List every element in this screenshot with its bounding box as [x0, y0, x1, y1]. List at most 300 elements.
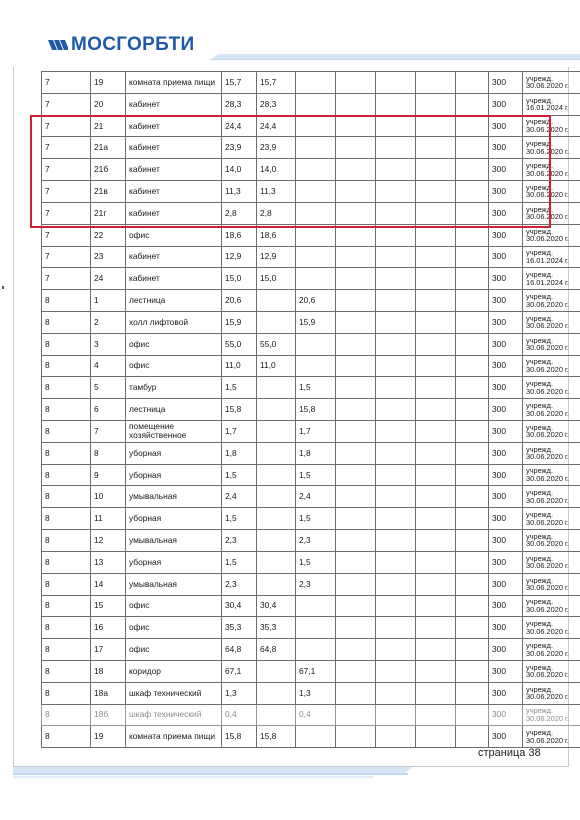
cell-note: учрежд. 30.06.2020 г.: [523, 595, 580, 617]
cell-floor: 8: [42, 355, 91, 377]
cell-area-main: [257, 377, 296, 399]
cell-floor: 8: [42, 726, 91, 748]
cell-area-main: [257, 311, 296, 333]
cell-empty: [416, 551, 456, 573]
cell-area-aux: 1,5: [296, 508, 336, 530]
cell-empty: [336, 377, 376, 399]
cell-floor: 8: [42, 311, 91, 333]
cell-empty: [336, 660, 376, 682]
cell-note: учрежд. 30.06.2020 г.: [523, 639, 580, 661]
cell-empty: [456, 551, 489, 573]
cell-empty: [376, 726, 416, 748]
cell-area-total: 1,8: [222, 442, 257, 464]
cell-tariff: 300: [489, 442, 523, 464]
cell-tariff: 300: [489, 333, 523, 355]
cell-empty: [456, 202, 489, 224]
cell-room-number: 23: [91, 246, 126, 268]
cell-empty: [376, 639, 416, 661]
cell-floor: 7: [42, 72, 91, 94]
cell-area-total: 1,5: [222, 551, 257, 573]
cell-note: учрежд. 30.06.2020 г.: [523, 399, 580, 421]
cell-tariff: 300: [489, 704, 523, 726]
cell-floor: 8: [42, 333, 91, 355]
cell-empty: [456, 704, 489, 726]
cell-room-name: уборная: [126, 551, 222, 573]
cell-floor: 8: [42, 508, 91, 530]
cell-empty: [376, 246, 416, 268]
cell-area-aux: [296, 333, 336, 355]
cell-empty: [336, 682, 376, 704]
cell-room-number: 7: [91, 421, 126, 443]
cell-empty: [376, 595, 416, 617]
cell-empty: [336, 508, 376, 530]
cell-empty: [416, 421, 456, 443]
cell-area-total: 1,7: [222, 421, 257, 443]
cell-room-name: лестница: [126, 290, 222, 312]
cell-empty: [336, 399, 376, 421]
cell-area-main: 15,7: [257, 72, 296, 94]
cell-room-name: шкаф технический: [126, 682, 222, 704]
cell-room-number: 8: [91, 442, 126, 464]
table-row: [42, 311, 580, 333]
cell-area-aux: [296, 202, 336, 224]
table-row: [42, 181, 580, 203]
cell-empty: [416, 573, 456, 595]
cell-room-number: 18: [91, 660, 126, 682]
cell-room-number: 5: [91, 377, 126, 399]
cell-empty: [416, 290, 456, 312]
cell-area-main: 12,9: [257, 246, 296, 268]
cell-empty: [336, 290, 376, 312]
cell-area-total: 11,0: [222, 355, 257, 377]
cell-empty: [416, 639, 456, 661]
cell-tariff: 300: [489, 268, 523, 290]
cell-area-total: 14,0: [222, 159, 257, 181]
cell-area-total: 15,8: [222, 399, 257, 421]
cell-tariff: 300: [489, 551, 523, 573]
cell-note: учрежд. 30.06.2020 г.: [523, 311, 580, 333]
cell-area-main: 15,8: [257, 726, 296, 748]
cell-empty: [376, 137, 416, 159]
cell-empty: [456, 137, 489, 159]
cell-area-aux: [296, 595, 336, 617]
cell-empty: [416, 464, 456, 486]
cell-empty: [416, 268, 456, 290]
cell-note: учрежд. 30.06.2020 г.: [523, 442, 580, 464]
cell-empty: [416, 442, 456, 464]
cell-area-total: 2,3: [222, 530, 257, 552]
cell-empty: [376, 530, 416, 552]
cell-area-aux: [296, 617, 336, 639]
cell-area-aux: [296, 639, 336, 661]
cell-tariff: 300: [489, 181, 523, 203]
cell-tariff: 300: [489, 355, 523, 377]
cell-tariff: 300: [489, 202, 523, 224]
cell-tariff: 300: [489, 660, 523, 682]
cell-tariff: 300: [489, 573, 523, 595]
cell-area-main: [257, 464, 296, 486]
cell-area-aux: 20,6: [296, 290, 336, 312]
cell-area-main: 15,0: [257, 268, 296, 290]
cell-area-aux: [296, 355, 336, 377]
cell-tariff: 300: [489, 726, 523, 748]
cell-note: учрежд. 30.06.2020 г.: [523, 464, 580, 486]
cell-note: учрежд. 30.06.2020 г.: [523, 115, 580, 137]
cell-area-aux: 2,3: [296, 530, 336, 552]
cell-tariff: 300: [489, 311, 523, 333]
cell-area-main: [257, 682, 296, 704]
cell-empty: [456, 181, 489, 203]
table-row: [42, 660, 580, 682]
cell-empty: [416, 115, 456, 137]
cell-empty: [416, 530, 456, 552]
cell-room-name: кабинет: [126, 202, 222, 224]
cell-area-aux: [296, 268, 336, 290]
cell-area-total: 15,8: [222, 726, 257, 748]
cell-empty: [456, 224, 489, 246]
cell-note: учрежд. 30.06.2020 г.: [523, 682, 580, 704]
logo-stripes-icon: [48, 36, 68, 54]
cell-empty: [336, 137, 376, 159]
cell-empty: [416, 660, 456, 682]
cell-tariff: 300: [489, 639, 523, 661]
mosgorbti-logo: [48, 34, 194, 56]
cell-floor: 8: [42, 442, 91, 464]
header-decor-band: [210, 54, 580, 60]
cell-room-name: уборная: [126, 508, 222, 530]
cell-area-total: 1,5: [222, 377, 257, 399]
cell-empty: [376, 573, 416, 595]
cell-room-name: кабинет: [126, 115, 222, 137]
cell-empty: [456, 399, 489, 421]
cell-empty: [376, 682, 416, 704]
cell-area-total: 2,4: [222, 486, 257, 508]
cell-area-aux: [296, 159, 336, 181]
cell-room-number: 18б: [91, 704, 126, 726]
cell-room-name: офис: [126, 224, 222, 246]
cell-floor: 8: [42, 660, 91, 682]
cell-area-total: 55,0: [222, 333, 257, 355]
cell-empty: [456, 660, 489, 682]
table-row: [42, 72, 580, 94]
cell-empty: [416, 726, 456, 748]
cell-area-total: 20,6: [222, 290, 257, 312]
table-row: [42, 159, 580, 181]
cell-empty: [456, 421, 489, 443]
cell-empty: [456, 464, 489, 486]
cell-empty: [376, 355, 416, 377]
cell-tariff: 300: [489, 421, 523, 443]
cell-empty: [336, 486, 376, 508]
cell-empty: [416, 355, 456, 377]
table-row: [42, 726, 580, 748]
cell-note: учрежд. 30.06.2020 г.: [523, 137, 580, 159]
cell-empty: [376, 290, 416, 312]
cell-area-total: 2,3: [222, 573, 257, 595]
table-row: [42, 704, 580, 726]
cell-room-name: помещение хозяйственное: [126, 421, 222, 443]
cell-tariff: 300: [489, 137, 523, 159]
cell-note: учрежд. 30.06.2020 г.: [523, 551, 580, 573]
cell-room-number: 10: [91, 486, 126, 508]
table-row: [42, 464, 580, 486]
table-row: [42, 486, 580, 508]
premises-table: [41, 71, 580, 748]
cell-area-total: 15,7: [222, 72, 257, 94]
table-row: [42, 573, 580, 595]
cell-room-number: 19: [91, 72, 126, 94]
cell-empty: [416, 311, 456, 333]
cell-area-total: 18,6: [222, 224, 257, 246]
cell-floor: 8: [42, 530, 91, 552]
cell-area-main: [257, 573, 296, 595]
cell-empty: [336, 115, 376, 137]
cell-room-number: 1: [91, 290, 126, 312]
cell-empty: [416, 181, 456, 203]
cell-area-aux: [296, 115, 336, 137]
table-row: [42, 137, 580, 159]
table-row: [42, 421, 580, 443]
cell-empty: [456, 682, 489, 704]
cell-empty: [376, 551, 416, 573]
cell-tariff: 300: [489, 486, 523, 508]
cell-area-main: 14,0: [257, 159, 296, 181]
cell-room-name: офис: [126, 355, 222, 377]
cell-room-number: 12: [91, 530, 126, 552]
table-row: [42, 399, 580, 421]
cell-empty: [336, 333, 376, 355]
cell-room-name: кабинет: [126, 159, 222, 181]
cell-room-name: офис: [126, 639, 222, 661]
cell-room-number: 11: [91, 508, 126, 530]
table-row: [42, 551, 580, 573]
cell-area-main: 30,4: [257, 595, 296, 617]
table-row: [42, 93, 580, 115]
cell-area-total: 11,3: [222, 181, 257, 203]
cell-note: учрежд. 30.06.2020 г.: [523, 72, 580, 94]
table-row: [42, 224, 580, 246]
cell-room-number: 22: [91, 224, 126, 246]
cell-empty: [376, 159, 416, 181]
cell-floor: 8: [42, 617, 91, 639]
cell-area-total: 67,1: [222, 660, 257, 682]
cell-room-name: комната приема пищи: [126, 726, 222, 748]
cell-tariff: 300: [489, 246, 523, 268]
cell-floor: 7: [42, 202, 91, 224]
cell-floor: 8: [42, 421, 91, 443]
cell-room-name: уборная: [126, 442, 222, 464]
cell-area-main: 28,3: [257, 93, 296, 115]
table-row: [42, 377, 580, 399]
cell-room-name: умывальная: [126, 573, 222, 595]
cell-empty: [416, 704, 456, 726]
cell-area-main: [257, 660, 296, 682]
cell-area-main: 23,9: [257, 137, 296, 159]
cell-empty: [336, 93, 376, 115]
cell-empty: [376, 93, 416, 115]
cell-empty: [456, 268, 489, 290]
cell-note: учрежд. 30.06.2020 г.: [523, 377, 580, 399]
margin-mark: [2, 286, 4, 289]
cell-floor: 7: [42, 93, 91, 115]
cell-empty: [416, 72, 456, 94]
cell-empty: [456, 115, 489, 137]
cell-area-total: 35,3: [222, 617, 257, 639]
cell-empty: [416, 333, 456, 355]
cell-floor: 8: [42, 290, 91, 312]
cell-room-number: 21: [91, 115, 126, 137]
cell-area-total: 1,5: [222, 464, 257, 486]
cell-floor: 7: [42, 115, 91, 137]
cell-area-aux: 2,3: [296, 573, 336, 595]
cell-empty: [336, 595, 376, 617]
table-row: [42, 682, 580, 704]
cell-empty: [336, 421, 376, 443]
cell-empty: [336, 224, 376, 246]
cell-note: учрежд. 30.06.2020 г.: [523, 224, 580, 246]
cell-area-aux: [296, 224, 336, 246]
cell-room-name: кабинет: [126, 137, 222, 159]
cell-empty: [376, 115, 416, 137]
logo-text: МОСГОРБТИ: [71, 34, 195, 55]
cell-empty: [416, 617, 456, 639]
cell-area-total: 64,8: [222, 639, 257, 661]
cell-floor: 8: [42, 486, 91, 508]
cell-note: учрежд. 30.06.2020 г.: [523, 617, 580, 639]
cell-empty: [336, 159, 376, 181]
cell-floor: 8: [42, 551, 91, 573]
cell-room-name: кабинет: [126, 181, 222, 203]
cell-area-aux: [296, 246, 336, 268]
cell-room-name: офис: [126, 617, 222, 639]
cell-empty: [336, 72, 376, 94]
cell-area-main: 2,8: [257, 202, 296, 224]
cell-area-main: [257, 421, 296, 443]
cell-area-total: 0,4: [222, 704, 257, 726]
cell-note: учрежд. 30.06.2020 г.: [523, 159, 580, 181]
table-row: [42, 115, 580, 137]
table-row: [42, 639, 580, 661]
cell-empty: [456, 333, 489, 355]
cell-empty: [456, 486, 489, 508]
cell-note: учрежд. 30.06.2020 г.: [523, 181, 580, 203]
cell-room-number: 17: [91, 639, 126, 661]
cell-room-number: 21г: [91, 202, 126, 224]
footer-decor-band: [13, 765, 413, 779]
cell-area-total: 28,3: [222, 93, 257, 115]
cell-room-number: 2: [91, 311, 126, 333]
cell-empty: [416, 202, 456, 224]
cell-empty: [376, 508, 416, 530]
cell-area-main: 11,0: [257, 355, 296, 377]
cell-area-main: 64,8: [257, 639, 296, 661]
cell-room-name: кабинет: [126, 268, 222, 290]
table-row: [42, 355, 580, 377]
cell-tariff: 300: [489, 595, 523, 617]
cell-empty: [376, 333, 416, 355]
cell-room-number: 24: [91, 268, 126, 290]
table-row: [42, 442, 580, 464]
cell-note: учрежд. 30.06.2020 г.: [523, 704, 580, 726]
table-row: [42, 202, 580, 224]
cell-room-name: офис: [126, 595, 222, 617]
cell-floor: 7: [42, 246, 91, 268]
cell-note: учрежд. 30.06.2020 г.: [523, 421, 580, 443]
cell-tariff: 300: [489, 377, 523, 399]
cell-tariff: 300: [489, 682, 523, 704]
cell-empty: [336, 246, 376, 268]
cell-note: учрежд. 30.06.2020 г.: [523, 726, 580, 748]
cell-area-total: 12,9: [222, 246, 257, 268]
cell-empty: [376, 399, 416, 421]
cell-empty: [456, 72, 489, 94]
cell-area-main: [257, 442, 296, 464]
cell-room-name: лестница: [126, 399, 222, 421]
table-body: [42, 72, 580, 748]
table-row: [42, 290, 580, 312]
cell-room-name: комната приема пищи: [126, 72, 222, 94]
cell-note: учрежд. 30.06.2020 г.: [523, 508, 580, 530]
cell-empty: [376, 464, 416, 486]
cell-room-name: шкаф технический: [126, 704, 222, 726]
table-row: [42, 595, 580, 617]
cell-tariff: 300: [489, 508, 523, 530]
cell-empty: [376, 311, 416, 333]
cell-empty: [416, 159, 456, 181]
cell-tariff: 300: [489, 93, 523, 115]
cell-area-main: [257, 704, 296, 726]
cell-empty: [456, 595, 489, 617]
cell-area-total: 15,9: [222, 311, 257, 333]
cell-empty: [456, 573, 489, 595]
cell-area-total: 2,8: [222, 202, 257, 224]
cell-empty: [336, 530, 376, 552]
cell-empty: [416, 399, 456, 421]
cell-empty: [336, 573, 376, 595]
cell-room-name: коридор: [126, 660, 222, 682]
cell-empty: [456, 311, 489, 333]
cell-empty: [376, 202, 416, 224]
cell-note: учрежд. 16.01.2024 г.: [523, 93, 580, 115]
cell-empty: [376, 421, 416, 443]
cell-empty: [456, 246, 489, 268]
cell-note: учрежд. 30.06.2020 г.: [523, 486, 580, 508]
cell-tariff: 300: [489, 224, 523, 246]
cell-area-main: [257, 508, 296, 530]
cell-area-aux: 67,1: [296, 660, 336, 682]
cell-empty: [416, 486, 456, 508]
cell-empty: [416, 595, 456, 617]
cell-note: учрежд. 30.06.2020 г.: [523, 333, 580, 355]
cell-area-aux: 1,7: [296, 421, 336, 443]
cell-room-name: умывальная: [126, 530, 222, 552]
cell-room-name: холл лифтовой: [126, 311, 222, 333]
cell-floor: 7: [42, 224, 91, 246]
cell-area-main: [257, 290, 296, 312]
cell-tariff: 300: [489, 290, 523, 312]
cell-tariff: 300: [489, 159, 523, 181]
cell-area-total: 1,3: [222, 682, 257, 704]
cell-room-number: 15: [91, 595, 126, 617]
cell-tariff: 300: [489, 617, 523, 639]
cell-area-main: 11,3: [257, 181, 296, 203]
cell-area-total: 1,5: [222, 508, 257, 530]
cell-area-aux: [296, 137, 336, 159]
cell-empty: [456, 530, 489, 552]
cell-empty: [456, 290, 489, 312]
cell-empty: [456, 508, 489, 530]
cell-room-number: 16: [91, 617, 126, 639]
